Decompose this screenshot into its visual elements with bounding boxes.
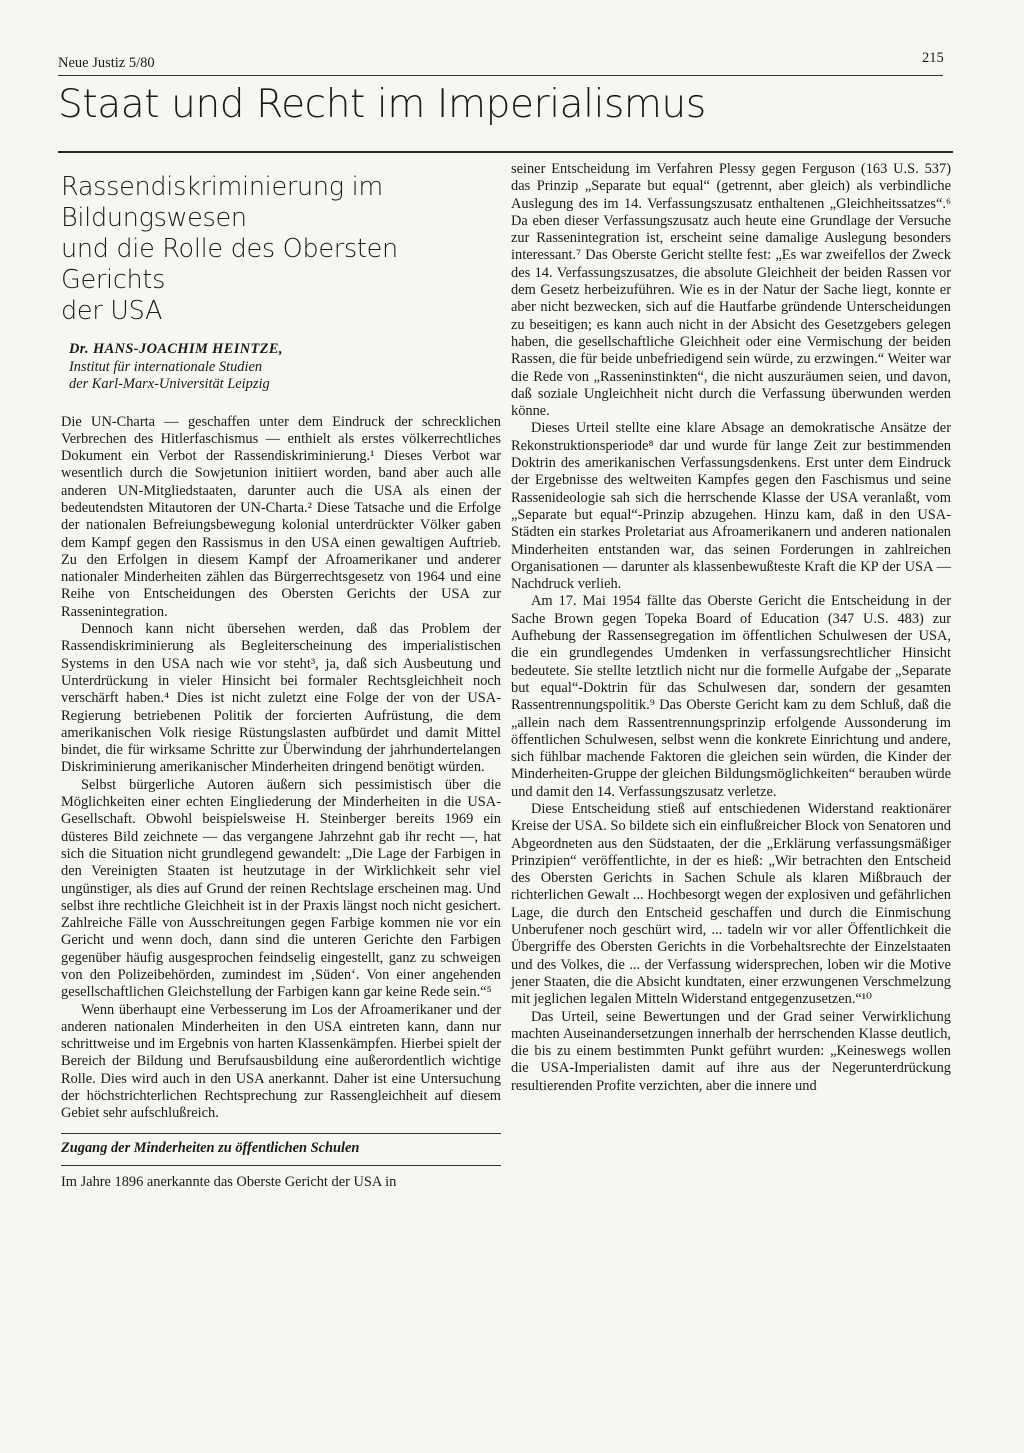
subheading: Zugang der Minderheiten zu öffentlichen Schulen — [61, 1139, 360, 1156]
journal-issue: Neue Justiz 5/80 — [58, 55, 155, 71]
body-paragraph: Im Jahre 1896 anerkannte das Oberste Gericht der USA in — [61, 1173, 397, 1190]
author-name: Dr. HANS-JOACHIM HEINTZE, — [69, 341, 283, 357]
body-paragraph: Dieses Urteil stellte eine klare Absage an demokratische Ansätze der Rekonstruktionsperiode⁸ dar und wurde für lange Zeit zur bestimmenden Doktrin des amerikanischen Verfassungsdenkens. Erst unter dem Eindruck der Ergebnisse des weltweiten Kampfes gegen den Faschismus und seine Rassenideologie sah sich die herrschende Klasse der USA veranlaßt, vom „Separate but equal“-Prinzip abzugehen. Hinzu kam, daß in den USA-Städten ein starkes Proletariat aus Afroamerikanern und anderen nationalen Minderheiten entstanden war, das seinen Forderungen in zahlreichen Organisationen — darunter als klassenbewußteste Kraft die KP der USA — Nachdruck verlieh. — [511, 420, 951, 593]
article-title-line: und die Rolle des Obersten Gerichts — [61, 234, 398, 295]
article-title-line: Rassendiskriminierung im Bildungswesen — [61, 172, 383, 233]
section-title: Staat und Recht im Imperialismus — [58, 82, 706, 127]
article-title-line: der USA — [61, 296, 163, 326]
body-paragraph: Das Urteil, seine Bewertungen und der Grad seiner Verwirklichung machten Auseinandersetzungen innerhalb der herrschenden Klasse deutlich, die bis zu einem bestimmten Punkt geführt wurden: „Keineswegs wollen die USA-Imperialisten damit auf ihre aus der Negerunterdrückung resultierenden Profite verzichten, aber die innere und — [511, 1008, 951, 1094]
subheading-rule-bottom — [61, 1165, 501, 1166]
author-block — [69, 341, 501, 394]
section-rule — [58, 151, 953, 153]
body-paragraph: Wenn überhaupt eine Verbesserung im Los der Afroamerikaner und der anderen nationalen Minderheiten in den USA eintreten kann, dann nur schrittweise und im Ergebnis von harten Klassenkämpfen. Hierbei spielt der Bereich der Bildung und Berufsausbildung eine außerordentlich wichtige Rolle. Dies wird auch in den USA anerkannt. Daher ist eine Untersuchung der höchstrichterlichen Rechtsprechung zur Rassengleichheit auf diesem Gebiet sehr aufschlußreich. — [61, 1001, 501, 1122]
article-title — [61, 172, 501, 327]
body-paragraph: seiner Entscheidung im Verfahren Plessy gegen Ferguson (163 U.S. 537) das Prinzip „Separate but equal“ (getrennt, aber gleich) als verbindliche Auslegung des im 14. Verfassungszusatz enthaltenen „Gleichheitssatzes“.⁶ Da eben dieser Verfassungszusatz auch heute eine Grundlage der Versuche zur Rassenintegration ist, erscheint seine damalige Auslegung besonders interessant.⁷ Das Oberste Gericht stellte fest: „Es war zweifellos der Zweck des 14. Verfassungszusatzes, die absolute Gleichheit der beiden Rassen vor dem Gesetz herbeizuführen. Wie es in der Natur der Sache liegt, konnte er aber nicht bezwecken, sich auf die Hautfarbe gründende Unterscheidungen zu beseitigen; es kann auch nicht in der Absicht des Gesetzgebers gelegen haben, die gesellschaftliche Gleichheit oder eine Vermischung der beiden Rassen, die für beide unbefriedigend sein würde, zu erzwingen.“ Weiter war die Rede von „Rasseninstinkten“, die nicht auszuräumen seien, und davon, daß soziale Ungleichheit nicht durch die Verfassung überwunden werden könne. — [511, 161, 951, 420]
body-paragraph: Diese Entscheidung stieß auf entschiedenen Widerstand reaktionärer Kreise der USA. So bildete sich ein einflußreicher Block von Senatoren und Abgeordneten aus den Südstaaten, der die „Erklärung verfassungsmäßiger Prinzipien“ veröffentlichte, in der es hieß: „Wir betrachten den Entscheid des Obersten Gerichts in Sachen Schule als klaren Mißbrauch der richterlichen Gewalt ... Hochbesorgt wegen der explosiven und gefährlichen Lage, die durch den Entscheid geschaffen und durch die Einmischung Unberufener noch geschürt wird, ... tadeln wir vor aller Öffentlichkeit die Übergriffe des Obersten Gerichts in die Vorbehaltsrechte der Einzelstaaten und des Volkes, die ... der Verfassung widersprechen, loben wir die Motive jener Staaten, die die Absicht kundtaten, einer erzwungenen Verschmelzung mit jeglichen legalen Mitteln Widerstand entgegenzusetzen.“¹⁰ — [511, 800, 951, 1008]
page-number: 215 — [922, 50, 944, 66]
right-column — [511, 161, 951, 1095]
body-paragraph: Dennoch kann nicht übersehen werden, daß das Problem der Rassendiskriminierung als Begleiterscheinung des imperialistischen Systems in den USA nach wie vor steht³, ja, daß sich Ausbeutung und Unterdrückung in vieler Hinsicht bei formaler Rechtsgleichheit noch verschärft haben.⁴ Dies ist nicht zuletzt eine Folge der von der USA-Regierung betriebenen Politik der forcierten Aufrüstung, die dem amerikanischen Volk riesige Rüstungslasten aufbürdet und damit Mittel bindet, die für wirksame Schritte zur Überwindung der jahrhundertelangen Diskriminierung amerikanischer Minderheiten dringend benötigt würden. — [61, 621, 501, 776]
left-column — [61, 162, 501, 1191]
subheading-rule-top — [61, 1133, 501, 1134]
header-rule — [58, 75, 943, 76]
author-affiliation: Institut für internationale Studien — [69, 358, 263, 375]
body-paragraph: Selbst bürgerliche Autoren äußern sich pessimistisch über die Möglichkeiten einer echten Eingliederung der Minderheiten in die USA-Gesellschaft. Obwohl beispielsweise H. Steinberger bereits 1969 ein düsteres Bild zeichnete — das vergangene Jahrzehnt gab ihr recht —, hat sich die Situation nicht grundlegend gewandelt: „Die Lage der Farbigen in den Vereinigten Staaten ist heutzutage in der Wirklichkeit sehr viel ungünstiger, als dies auf Grund der reinen Rechtslage erscheinen mag. Und selbst ihre rechtliche Gleichheit ist in der Praxis längst noch nicht gesichert. Zahlreiche Fälle von Ausschreitungen gegen Farbige kommen nie vor ein Gericht und wenn doch, dann sind die unteren Gerichte den Farbigen gegenüber häufig ausgesprochen feindselig eingestellt, ganz zu schweigen von den Polizeibehörden, zumindest im ‚Süden‘. Von einer angehenden gesellschaftlichen Gleichstellung der Farbigen kann gar keine Rede sein.“⁵ — [61, 776, 501, 1001]
body-paragraph: Die UN-Charta — geschaffen unter dem Eindruck der schrecklichen Verbrechen des Hitlerfaschismus — enthielt als erstes völkerrechtliches Dokument ein Verbot der Rassendiskriminierung.¹ Dieses Verbot war wesentlich durch die Sowjetunion initiiert worden, band aber auch alle anderen UN-Mitgliedstaaten, darunter auch die USA als einen der bedeutendsten Mitautoren der UN-Charta.² Diese Tatsache und die Erfolge der nationalen Befreiungsbewegung kolonial unterdrückter Völker gaben dem Kampf gegen den Rassismus in den USA einen gewaltigen Auftrieb. Zu den Erfolgen in diesem Kampf der Afroamerikaner und anderer nationaler Minderheiten zählen das Bürgerrechtsgesetz von 1964 und eine Reihe von Entscheidungen des Obersten Gerichts der USA zur Rassenintegration. — [61, 413, 501, 620]
author-affiliation: der Karl-Marx-Universität Leipzig — [69, 376, 270, 392]
body-paragraph: Am 17. Mai 1954 fällte das Oberste Gericht die Entscheidung in der Sache Brown gegen Topeka Board of Education (347 U.S. 483) zur Aufhebung der Rassensegregation im öffentlichen Schulwesen der USA, die ein grundlegendes Umdenken in verfassungsrechtlicher Hinsicht bedeutete. Sie stellte letztlich nicht nur die formelle Aufgabe der „Separate but equal“-Doktrin für das Schulwesen dar, sondern der gesamten Rassentrennungspolitik.⁹ Das Oberste Gericht kam zu dem Schluß, daß die „allein nach dem Rassentrennungsprinzip erfolgende Aussonderung im öffentlichen Schulwesen, selbst wenn die konkrete Einrichtung und andere, sich fühlbar machende Faktoren die gleichen sein würden, die Kinder der Minderheiten-Gruppe der gleichen Bildungsmöglichkeiten“ berauben würde und damit den 14. Verfassungszusatz verletze. — [511, 593, 951, 800]
